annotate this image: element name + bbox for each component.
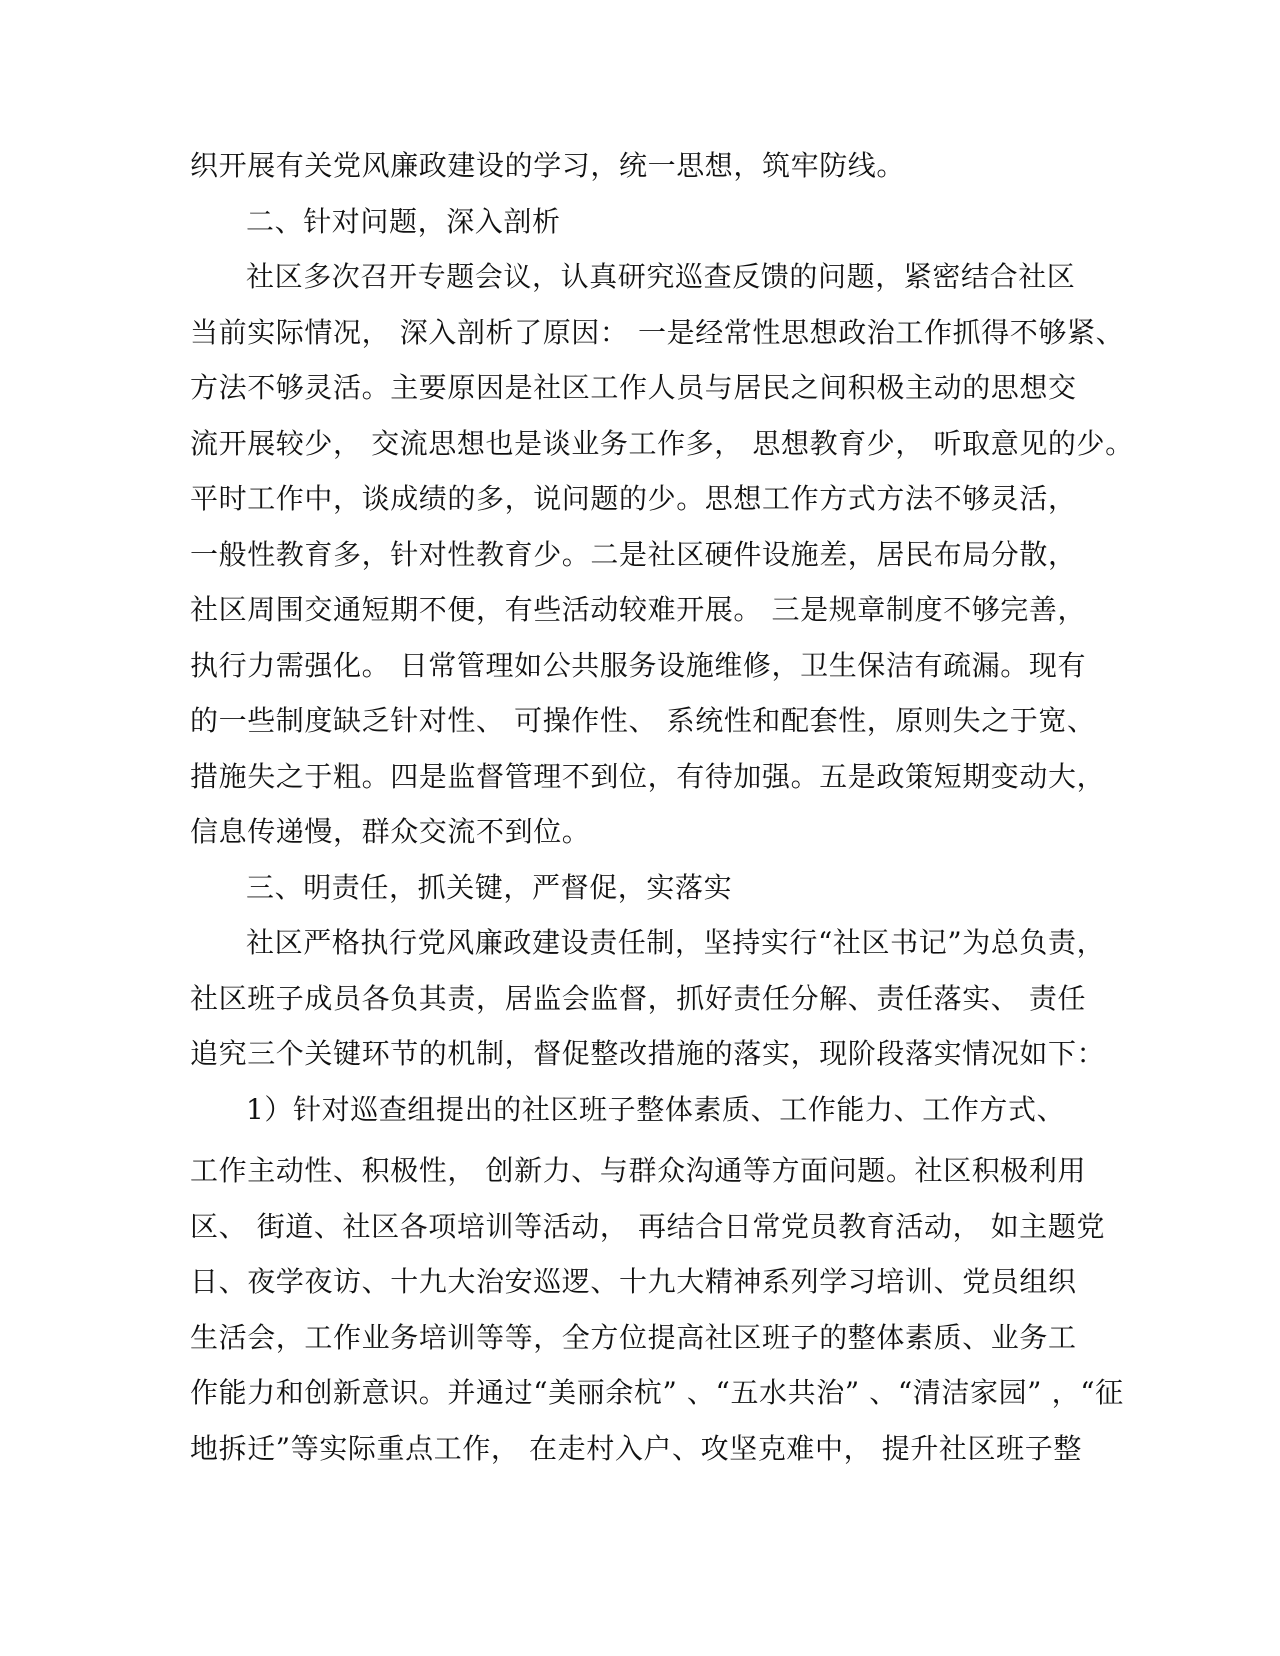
text-line: 地拆迁”等实际重点工作， 在走村入户、攻坚克难中， 提升社区班子整 — [190, 1431, 1082, 1465]
text-line: 当前实际情况， 深入剖析了原因： 一是经常性思想政治工作抓得不够紧、 — [190, 315, 1125, 349]
text-line: 平时工作中，谈成绩的多，说问题的少。思想工作方式方法不够灵活， — [190, 482, 1077, 515]
text-line: 信息传递慢，群众交流不到位。 — [190, 815, 591, 848]
list-item-start: 1）针对巡查组提出的社区班子整体素质、工作能力、工作方式、 — [246, 1092, 1066, 1126]
paragraph-start: 社区多次召开专题会议，认真研究巡查反馈的问题，紧密结合社区 — [246, 260, 1076, 293]
text-line: 日、夜学夜访、十九大治安巡逻、十九大精神系列学习培训、党员组织 — [190, 1265, 1077, 1298]
section-heading: 二、针对问题，深入剖析 — [246, 204, 561, 238]
text-line: 社区班子成员各负其责，居监会监督，抓好责任分解、责任落实、 责任 — [190, 981, 1087, 1015]
text-line: 方法不够灵活。主要原因是社区工作人员与居民之间积极主动的思想交 — [190, 371, 1077, 404]
text-line: 织开展有关党风廉政建设的学习，统一思想，筑牢防线。 — [190, 149, 906, 182]
text-line: 工作主动性、积极性， 创新力、与群众沟通等方面问题。社区积极利用 — [190, 1154, 1087, 1187]
document-body — [190, 138, 1134, 1476]
section-heading: 三、明责任，抓关键，严督促，实落实 — [246, 870, 733, 904]
text-line: 区、 街道、社区各项培训等活动， 再结合日常党员教育活动， 如主题党 — [190, 1209, 1106, 1243]
paragraph-start: 社区严格执行党风廉政建设责任制，坚持实行“社区书记”为总负责， — [246, 926, 1106, 959]
text-line: 流开展较少， 交流思想也是谈业务工作多， 思想教育少， 听取意见的少。 — [190, 426, 1134, 460]
text-line: 执行力需强化。 日常管理如公共服务设施维修，卫生保洁有疏漏。现有 — [190, 648, 1087, 682]
text-line: 生活会，工作业务培训等等，全方位提高社区班子的整体素质、业务工 — [190, 1320, 1077, 1354]
text-line: 追究三个关键环节的机制，督促整改措施的落实，现阶段落实情况如下： — [190, 1037, 1106, 1070]
text-line: 作能力和创新意识。并通过“美丽余杭” 、“五水共治” 、“清洁家园” ，“征 — [190, 1376, 1124, 1409]
text-line: 的一些制度缺乏针对性、 可操作性、 系统性和配套性，原则失之于宽、 — [190, 704, 1096, 737]
text-line: 一般性教育多，针对性教育少。二是社区硬件设施差，居民布局分散， — [190, 537, 1077, 571]
text-line: 社区周围交通短期不便，有些活动较难开展。 三是规章制度不够完善， — [190, 593, 1087, 626]
text-line: 措施失之于粗。四是监督管理不到位，有待加强。五是政策短期变动大， — [190, 759, 1106, 793]
